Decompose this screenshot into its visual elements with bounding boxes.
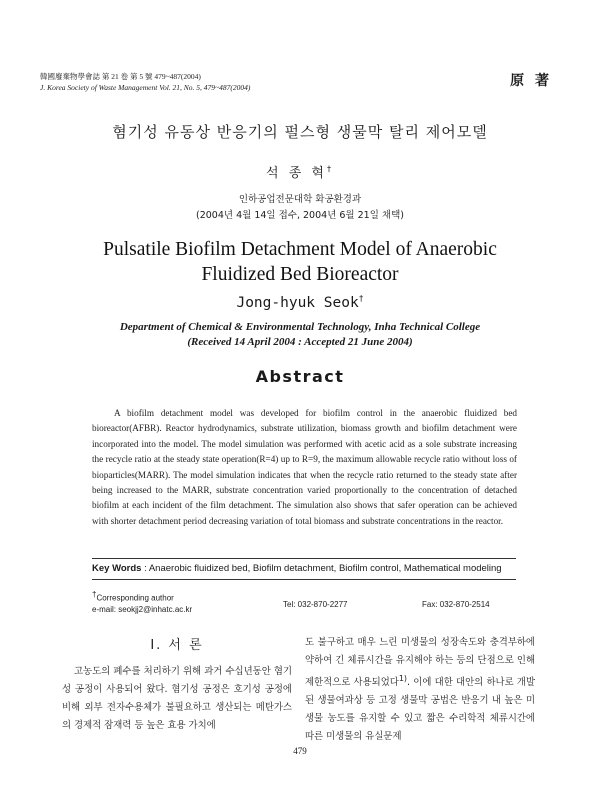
footnote-tel: Tel: 032-870-2277 bbox=[283, 600, 348, 609]
footnote-mark: † bbox=[92, 590, 97, 599]
section-heading-introduction: Ⅰ. 서 론 bbox=[150, 638, 204, 653]
keywords-text: : Anaerobic fluidized bed, Biofilm detachment, Biofilm control, Mathematical modeling bbox=[144, 563, 502, 574]
author-english-mark: † bbox=[358, 294, 364, 303]
affiliation-english-block bbox=[0, 320, 600, 350]
journal-header bbox=[40, 71, 250, 93]
body-right-column bbox=[305, 634, 535, 746]
keywords-bottom-rule bbox=[92, 579, 516, 580]
keywords-top-rule bbox=[92, 558, 516, 559]
journal-line-en: J. Korea Society of Waste Management Vol. 21, No. 5, 479~487(2004) bbox=[40, 83, 251, 92]
abstract-heading: Abstract bbox=[255, 367, 345, 386]
footnote-email: e-mail: seokjj2@inhatc.ac.kr bbox=[92, 604, 193, 614]
citation-ref: 1) bbox=[398, 674, 408, 683]
received-english: (Received 14 April 2004 : Accepted 21 June 2004) bbox=[187, 336, 413, 348]
title-english bbox=[0, 237, 600, 287]
footnote bbox=[92, 589, 192, 615]
title-korean: 혐기성 유동상 반응기의 펄스형 생물막 탈리 제어모델 bbox=[112, 123, 488, 141]
author-korean bbox=[0, 162, 600, 181]
affiliation-korean: 인하공업전문대학 화공환경과 bbox=[238, 194, 362, 205]
received-korean: (2004년 4월 14일 접수, 2004년 6월 21일 채택) bbox=[196, 210, 404, 221]
author-english bbox=[0, 294, 600, 311]
author-english-name: Jong-hyuk Seok bbox=[236, 294, 359, 311]
affiliation-english: Department of Chemical & Environmental Technology, Inha Technical College bbox=[119, 321, 481, 333]
body-right-text-b: . 이에 대한 대안의 하나로 개발된 생물여과상 등 고정 생물막 공법은 반응기 내 높은 미생물 농도를 유지할 수 있고 짧은 수리학적 체류시간에 따른 미생물의 유실문제 bbox=[305, 677, 535, 743]
paper-type-label: 原 著 bbox=[510, 73, 552, 89]
author-korean-name: 석 종 혁 bbox=[266, 166, 327, 181]
journal-line-ko: 韓國廢棄物學會誌 第 21 卷 第 5 號 479~487(2004) bbox=[40, 72, 201, 81]
title-english-text: Pulsatile Biofilm Detachment Model of Anaerobic Fluidized Bed Bioreactor bbox=[103, 239, 497, 285]
body-left-column: 고농도의 폐수를 처리하기 위해 과거 수십년동안 혐기성 공정이 사용되어 왔다. 혐기성 공정은 호기성 공정에 비해 외부 전자수용체가 불필요하고 생산되는 메탄가스의 경제적 잠재력 등 높은 효용 가치에 bbox=[62, 666, 292, 731]
keywords-label: Key Words bbox=[92, 563, 142, 574]
page-number: 479 bbox=[293, 746, 307, 756]
abstract-text: A biofilm detachment model was developed for biofilm control in the anaerobic fluidized bed bioreactor(AFBR). Reactor hydrodynamics, substrate utilization, biomass growth and biofilm detachment were incorporated into the model. The model simulation was performed with acetic acid as a sole substrate increasing the recycle ratio at the steady state operation(R=4) up to R=9, the maximum allowable recycle ratio without loss of bioparticles(MARR). The model simulation indicates that when the recycle ratio returned to the steady state after being increased to the MARR, substrate concentration varied proportionally to the concentration of detached biofilm at each incident of the film detachment. The simulation also shows that safer operation can be achieved with shorter detachment period decreasing variation of total biomass and substrate concentrations in the reactor. bbox=[92, 408, 517, 526]
footnote-corresponding: Corresponding author bbox=[96, 593, 174, 603]
keywords-line bbox=[92, 563, 516, 574]
footnote-fax: Fax: 032-870-2514 bbox=[422, 600, 490, 609]
body-right-text-a: 도 불구하고 매우 느린 미생물의 성장속도와 충격부하에 약하여 긴 체류시간을 유지해야 하는 등의 단점으로 인해 제한적으로 사용되었다 bbox=[305, 637, 535, 689]
author-korean-mark: † bbox=[326, 164, 334, 174]
